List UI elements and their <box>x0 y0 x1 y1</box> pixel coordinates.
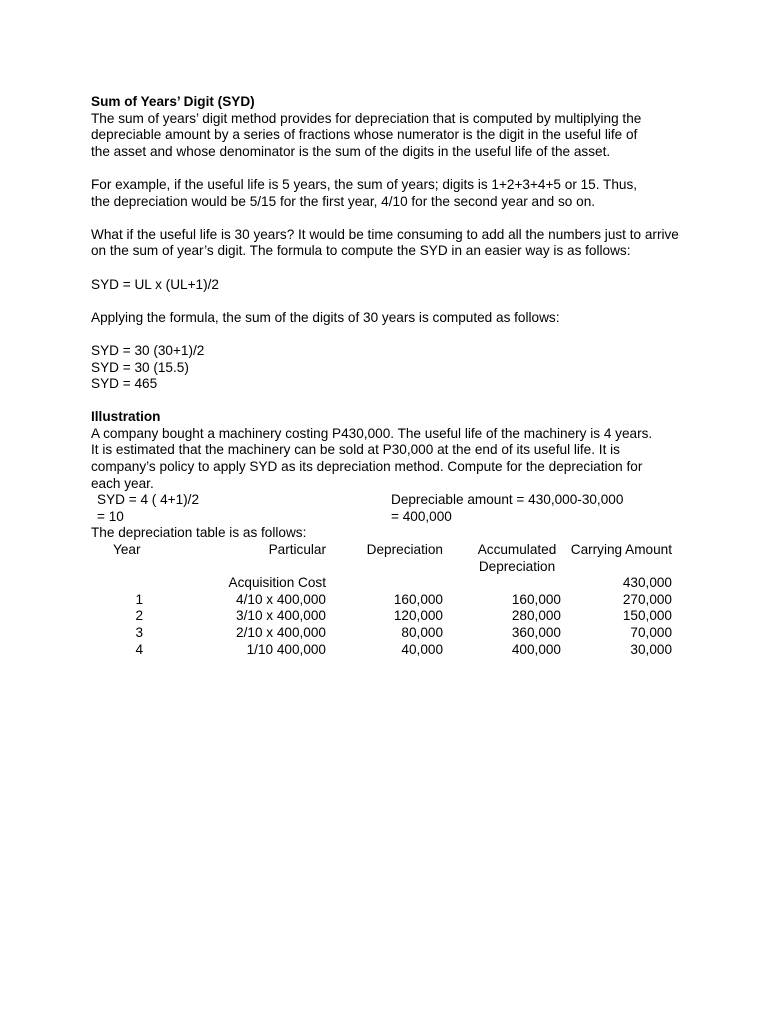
intro-line: the asset and whose denominator is the sum of the digits in the useful life of the asset. <box>91 143 611 159</box>
header-particular: Particular <box>268 542 326 558</box>
syd-calc-line: SYD = 4 ( 4+1)/2 <box>97 492 200 508</box>
syd-result-line: = 10 <box>97 508 124 524</box>
cell-accumulated: 360,000 <box>511 625 561 640</box>
depreciable-result-line: = 400,000 <box>391 508 452 524</box>
header-carrying-amount: Carrying Amount <box>570 542 672 558</box>
computation-line: SYD = 465 <box>91 376 158 392</box>
spacer <box>91 293 691 310</box>
header-depreciation: Depreciation <box>366 542 443 558</box>
intro-line: depreciable amount by a series of fractions whose numerator is the digit in the useful life of <box>91 127 638 143</box>
computation-line: SYD = 30 (15.5) <box>91 359 189 375</box>
table-header-row <box>91 542 691 575</box>
cell-particular: 4/10 x 400,000 <box>236 591 326 607</box>
question-line: What if the useful life is 30 years? It would be time consuming to add all the numbers just to arrive <box>91 226 679 242</box>
section-title-syd: Sum of Years’ Digit (SYD) <box>91 94 255 109</box>
table-intro: The depreciation table is as follows: <box>91 525 307 541</box>
intro-line: The sum of years’ digit method provides for depreciation that is computed by multiplying the <box>91 110 642 126</box>
table-row <box>91 608 691 625</box>
cell-year: 3 <box>135 625 143 640</box>
cell-particular: Acquisition Cost <box>228 575 326 591</box>
question-line: on the sum of year’s digit. The formula to compute the SYD in an easier way is as follows: <box>91 243 631 259</box>
cell-year: 4 <box>135 641 143 657</box>
computation-pair <box>91 509 691 526</box>
cell-carrying: 30,000 <box>630 641 672 657</box>
table-row <box>91 642 691 659</box>
table-row-acquisition <box>91 575 691 592</box>
header-accumulated-depreciation: Accumulated Depreciation <box>477 542 557 574</box>
cell-depreciation: 80,000 <box>401 625 443 640</box>
header-year: Year <box>113 542 141 558</box>
cell-carrying: 430,000 <box>622 575 672 591</box>
spacer <box>91 260 691 277</box>
cell-carrying: 270,000 <box>622 591 672 607</box>
computation-pair <box>91 492 691 509</box>
example-line: For example, if the useful life is 5 years, the sum of years; digits is 1+2+3+4+5 or 15. Thus, <box>91 176 638 192</box>
applying-line: Applying the formula, the sum of the digits of 30 years is computed as follows: <box>91 309 560 325</box>
cell-depreciation: 160,000 <box>393 591 443 607</box>
computation-line: SYD = 30 (30+1)/2 <box>91 342 205 358</box>
cell-accumulated: 160,000 <box>511 591 561 607</box>
cell-depreciation: 40,000 <box>401 641 443 657</box>
document-page <box>91 94 691 658</box>
problem-line: It is estimated that the machinery can be sold at P30,000 at the end of its useful life. It is <box>91 442 620 458</box>
spacer <box>91 326 691 343</box>
cell-year: 2 <box>135 608 143 624</box>
example-line: the depreciation would be 5/15 for the first year, 4/10 for the second year and so on. <box>91 193 596 209</box>
table-row <box>91 625 691 642</box>
spacer <box>91 393 691 410</box>
problem-line: company’s policy to apply SYD as its depreciation method. Compute for the depreciation for <box>91 459 643 475</box>
cell-accumulated: 280,000 <box>511 608 561 624</box>
depreciation-table <box>91 542 691 658</box>
cell-accumulated: 400,000 <box>511 641 561 657</box>
depreciable-amount-line: Depreciable amount = 430,000-30,000 <box>391 492 624 508</box>
table-row <box>91 592 691 609</box>
syd-formula: SYD = UL x (UL+1)/2 <box>91 276 219 292</box>
cell-depreciation: 120,000 <box>393 608 443 624</box>
cell-particular: 2/10 x 400,000 <box>236 625 326 640</box>
cell-particular: 3/10 x 400,000 <box>236 608 326 624</box>
problem-line: each year. <box>91 475 154 491</box>
cell-carrying: 150,000 <box>622 608 672 624</box>
cell-carrying: 70,000 <box>630 625 672 640</box>
cell-year: 1 <box>135 591 143 607</box>
problem-line: A company bought a machinery costing P430,000. The useful life of the machinery is 4 years. <box>91 425 653 441</box>
cell-particular: 1/10 400,000 <box>246 641 326 657</box>
spacer <box>91 210 691 227</box>
spacer <box>91 160 691 177</box>
section-title-illustration: Illustration <box>91 409 161 425</box>
